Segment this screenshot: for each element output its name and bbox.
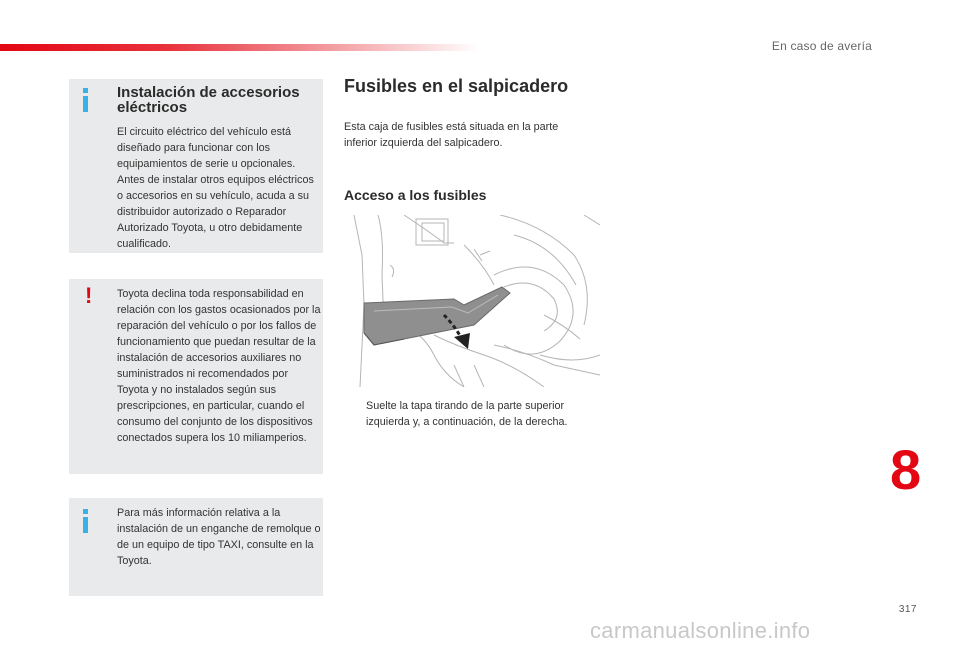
chapter-number: 8	[890, 438, 922, 501]
watermark: carmanualsonline.info	[590, 618, 811, 643]
header-accent-bar	[0, 44, 480, 51]
info-box-accessories	[69, 79, 323, 253]
warning-icon: !	[85, 283, 93, 308]
info-icon	[83, 88, 88, 112]
subsection-title: Acceso a los fusibles	[344, 187, 487, 203]
info-icon	[83, 509, 88, 533]
step-text: Suelte la tapa tirando de la parte superior izquierda y, a continuación, de la derecha.	[366, 400, 568, 428]
info-box-towing	[69, 498, 323, 596]
info-box-text: El circuito eléctrico del vehículo está diseñado para funcionar con los equipamientos de serie u opcionales. Antes de instalar otros equipos eléctricos o accesorios en su vehículo, acuda a su distribuidor autorizado o Reparador Autorizado Toyota, u otro debidamente cualificado.	[117, 126, 314, 250]
intro-paragraph: Esta caja de fusibles está situada en la parte inferior izquierda del salpicadero.	[344, 121, 559, 149]
warning-box-text: Toyota declina toda responsabilidad en relación con los gastos ocasionados por la reparación del vehículo o por los fallos de funcionamiento que puedan resultar de la instalación de accesorios auxiliares no suministrados ni recomendados por Toyota y no instalados según sus prescripciones, en particular, cuando el consumo del conjunto de los dispositivos conectados supera los 10 miliamperios.	[117, 288, 321, 444]
chapter-title: En caso de avería	[771, 39, 872, 53]
info-box-title: Instalación de accesorios eléctricos	[117, 84, 300, 116]
section-title: Fusibles en el salpicadero	[344, 76, 569, 96]
page-number: 317	[898, 604, 917, 615]
warning-box	[69, 279, 323, 474]
info-box-text: Para más información relativa a la instalación de un enganche de remolque o de un equipo de tipo TAXI, consulte en la Toyota.	[117, 507, 321, 567]
fusebox-illustration	[344, 215, 600, 387]
